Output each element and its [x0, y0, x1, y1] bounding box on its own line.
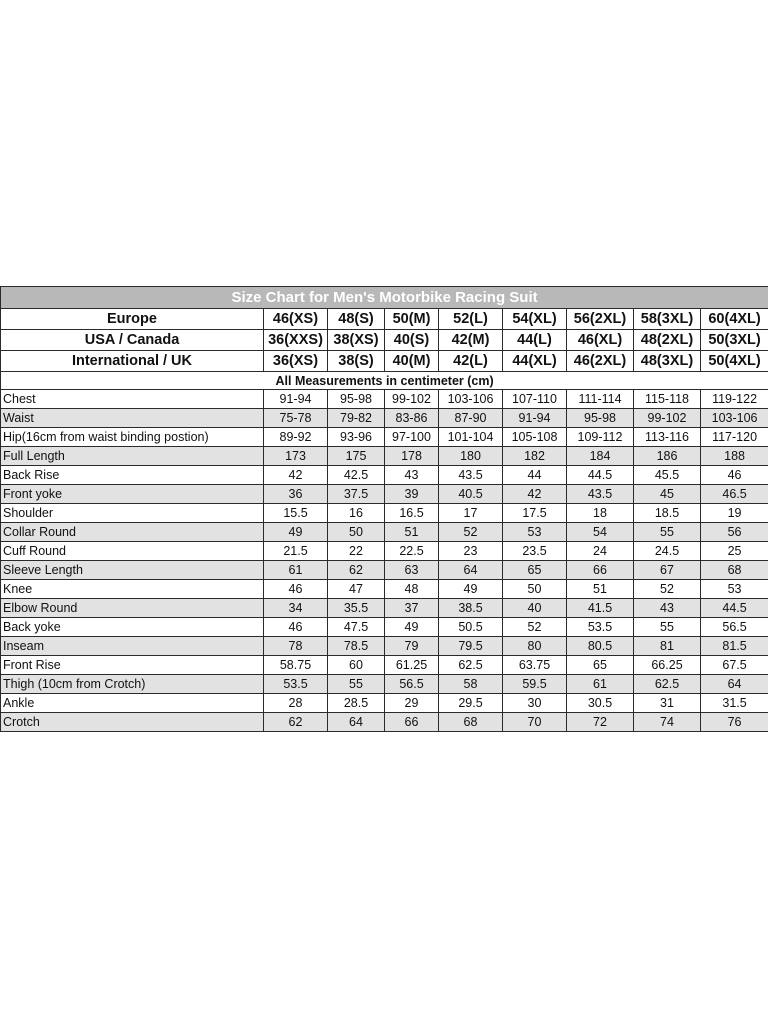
measurement-label: Chest — [1, 390, 264, 409]
measurement-label: Shoulder — [1, 504, 264, 523]
measurement-cell: 97-100 — [385, 428, 439, 447]
size-cell: 40(M) — [385, 351, 439, 372]
measurement-cell: 31 — [634, 694, 701, 713]
measurement-row — [1, 713, 768, 732]
measurement-cell: 64 — [439, 561, 503, 580]
measurement-cell: 49 — [439, 580, 503, 599]
measurement-label: Cuff Round — [1, 542, 264, 561]
measurement-cell: 30.5 — [567, 694, 634, 713]
measurement-cell: 78 — [264, 637, 328, 656]
size-cell: 48(3XL) — [634, 351, 701, 372]
measurement-cell: 58.75 — [264, 656, 328, 675]
measurement-label: Front Rise — [1, 656, 264, 675]
measurement-cell: 29 — [385, 694, 439, 713]
measurement-cell: 55 — [634, 523, 701, 542]
measurement-cell: 37.5 — [328, 485, 385, 504]
measurement-cell: 40.5 — [439, 485, 503, 504]
measurement-cell: 103-106 — [701, 409, 768, 428]
measurement-cell: 17 — [439, 504, 503, 523]
measurement-label: Full Length — [1, 447, 264, 466]
measurement-cell: 76 — [701, 713, 768, 732]
measurement-cell: 35.5 — [328, 599, 385, 618]
measurement-cell: 48 — [385, 580, 439, 599]
size-cell: 42(M) — [439, 330, 503, 351]
measurement-cell: 95-98 — [567, 409, 634, 428]
size-cell: 46(2XL) — [567, 351, 634, 372]
measurement-cell: 28 — [264, 694, 328, 713]
measurement-note: All Measurements in centimeter (cm) — [1, 372, 768, 390]
size-cell: 50(3XL) — [701, 330, 768, 351]
measurement-cell: 79-82 — [328, 409, 385, 428]
measurement-cell: 46 — [264, 580, 328, 599]
measurement-row — [1, 485, 768, 504]
measurement-cell: 62.5 — [439, 656, 503, 675]
measurement-cell: 18 — [567, 504, 634, 523]
measurement-cell: 43 — [385, 466, 439, 485]
measurement-cell: 80.5 — [567, 637, 634, 656]
measurement-cell: 83-86 — [385, 409, 439, 428]
measurement-cell: 56 — [701, 523, 768, 542]
measurement-row — [1, 542, 768, 561]
measurement-cell: 91-94 — [503, 409, 567, 428]
measurement-cell: 91-94 — [264, 390, 328, 409]
measurement-cell: 87-90 — [439, 409, 503, 428]
measurement-cell: 52 — [439, 523, 503, 542]
measurement-cell: 95-98 — [328, 390, 385, 409]
measurement-row — [1, 504, 768, 523]
size-cell: 52(L) — [439, 309, 503, 330]
chart-title: Size Chart for Men's Motorbike Racing Suit — [1, 287, 768, 309]
measurement-cell: 75-78 — [264, 409, 328, 428]
measurement-cell: 54 — [567, 523, 634, 542]
measurement-cell: 44.5 — [701, 599, 768, 618]
size-cell: 46(XS) — [264, 309, 328, 330]
measurement-cell: 188 — [701, 447, 768, 466]
title-row — [1, 287, 768, 309]
measurement-cell: 60 — [328, 656, 385, 675]
size-row — [1, 309, 768, 330]
measurement-cell: 105-108 — [503, 428, 567, 447]
measurement-cell: 40 — [503, 599, 567, 618]
measurement-cell: 66.25 — [634, 656, 701, 675]
measurement-cell: 59.5 — [503, 675, 567, 694]
size-chart-body — [1, 287, 768, 732]
measurement-row — [1, 428, 768, 447]
size-chart-table — [0, 286, 768, 732]
measurement-row — [1, 561, 768, 580]
measurement-row — [1, 599, 768, 618]
measurement-label: Thigh (10cm from Crotch) — [1, 675, 264, 694]
measurement-cell: 43.5 — [439, 466, 503, 485]
measurement-cell: 25 — [701, 542, 768, 561]
measurement-cell: 42 — [503, 485, 567, 504]
measurement-cell: 184 — [567, 447, 634, 466]
measurement-cell: 72 — [567, 713, 634, 732]
size-cell: 38(S) — [328, 351, 385, 372]
measurement-cell: 115-118 — [634, 390, 701, 409]
measurement-row — [1, 656, 768, 675]
measurement-cell: 113-116 — [634, 428, 701, 447]
measurement-cell: 43 — [634, 599, 701, 618]
measurement-cell: 119-122 — [701, 390, 768, 409]
measurement-cell: 186 — [634, 447, 701, 466]
size-row — [1, 351, 768, 372]
size-cell: 50(4XL) — [701, 351, 768, 372]
measurement-cell: 79 — [385, 637, 439, 656]
measurement-cell: 36 — [264, 485, 328, 504]
measurement-cell: 45.5 — [634, 466, 701, 485]
measurement-cell: 101-104 — [439, 428, 503, 447]
measurement-cell: 21.5 — [264, 542, 328, 561]
measurement-cell: 99-102 — [385, 390, 439, 409]
measurement-row — [1, 390, 768, 409]
measurement-cell: 66 — [567, 561, 634, 580]
measurement-cell: 180 — [439, 447, 503, 466]
measurement-cell: 53 — [503, 523, 567, 542]
measurement-cell: 50.5 — [439, 618, 503, 637]
size-cell: 44(XL) — [503, 351, 567, 372]
measurement-cell: 38.5 — [439, 599, 503, 618]
measurement-cell: 99-102 — [634, 409, 701, 428]
measurement-cell: 173 — [264, 447, 328, 466]
measurement-cell: 117-120 — [701, 428, 768, 447]
measurement-cell: 81 — [634, 637, 701, 656]
measurement-cell: 23.5 — [503, 542, 567, 561]
measurement-cell: 29.5 — [439, 694, 503, 713]
measurement-cell: 64 — [328, 713, 385, 732]
measurement-label: Front yoke — [1, 485, 264, 504]
measurement-cell: 53.5 — [567, 618, 634, 637]
measurement-cell: 46.5 — [701, 485, 768, 504]
measurement-cell: 109-112 — [567, 428, 634, 447]
measurement-cell: 41.5 — [567, 599, 634, 618]
size-cell: 48(S) — [328, 309, 385, 330]
measurement-cell: 62 — [264, 713, 328, 732]
measurement-label: Inseam — [1, 637, 264, 656]
measurement-cell: 61 — [567, 675, 634, 694]
measurement-cell: 80 — [503, 637, 567, 656]
measurement-cell: 51 — [567, 580, 634, 599]
measurement-cell: 46 — [701, 466, 768, 485]
measurement-label: Ankle — [1, 694, 264, 713]
measurement-cell: 53.5 — [264, 675, 328, 694]
measurement-cell: 63 — [385, 561, 439, 580]
measurement-cell: 93-96 — [328, 428, 385, 447]
size-cell: 36(XS) — [264, 351, 328, 372]
size-cell: 44(L) — [503, 330, 567, 351]
measurement-label: Crotch — [1, 713, 264, 732]
measurement-cell: 53 — [701, 580, 768, 599]
measurement-cell: 42.5 — [328, 466, 385, 485]
measurement-cell: 89-92 — [264, 428, 328, 447]
measurement-cell: 58 — [439, 675, 503, 694]
measurement-cell: 55 — [328, 675, 385, 694]
measurement-label: Elbow Round — [1, 599, 264, 618]
size-cell: 42(L) — [439, 351, 503, 372]
measurement-cell: 103-106 — [439, 390, 503, 409]
measurement-cell: 67 — [634, 561, 701, 580]
measurement-cell: 62.5 — [634, 675, 701, 694]
measurement-row — [1, 466, 768, 485]
measurement-cell: 68 — [439, 713, 503, 732]
measurement-row — [1, 618, 768, 637]
measurement-cell: 39 — [385, 485, 439, 504]
measurement-cell: 79.5 — [439, 637, 503, 656]
measurement-cell: 107-110 — [503, 390, 567, 409]
measurement-cell: 45 — [634, 485, 701, 504]
measurement-cell: 65 — [567, 656, 634, 675]
size-cell: 50(M) — [385, 309, 439, 330]
size-cell: 46(XL) — [567, 330, 634, 351]
measurement-cell: 49 — [264, 523, 328, 542]
measurement-cell: 28.5 — [328, 694, 385, 713]
measurement-cell: 44.5 — [567, 466, 634, 485]
measurement-label: Knee — [1, 580, 264, 599]
measurement-cell: 47 — [328, 580, 385, 599]
measurement-row — [1, 694, 768, 713]
measurement-cell: 19 — [701, 504, 768, 523]
size-cell: 56(2XL) — [567, 309, 634, 330]
measurement-cell: 18.5 — [634, 504, 701, 523]
measurement-cell: 175 — [328, 447, 385, 466]
measurement-row — [1, 580, 768, 599]
measurement-cell: 30 — [503, 694, 567, 713]
measurement-cell: 49 — [385, 618, 439, 637]
size-cell: 36(XXS) — [264, 330, 328, 351]
size-cell: 38(XS) — [328, 330, 385, 351]
measurement-cell: 47.5 — [328, 618, 385, 637]
measurement-cell: 51 — [385, 523, 439, 542]
measurement-cell: 74 — [634, 713, 701, 732]
measurement-cell: 70 — [503, 713, 567, 732]
measurement-label: Sleeve Length — [1, 561, 264, 580]
measurement-cell: 63.75 — [503, 656, 567, 675]
measurement-cell: 81.5 — [701, 637, 768, 656]
measurement-cell: 111-114 — [567, 390, 634, 409]
measurement-row — [1, 447, 768, 466]
measurement-cell: 43.5 — [567, 485, 634, 504]
measurement-cell: 24.5 — [634, 542, 701, 561]
measurement-cell: 182 — [503, 447, 567, 466]
measurement-cell: 16.5 — [385, 504, 439, 523]
measurement-cell: 31.5 — [701, 694, 768, 713]
measurement-label: Waist — [1, 409, 264, 428]
size-cell: 40(S) — [385, 330, 439, 351]
measurement-cell: 178 — [385, 447, 439, 466]
measurement-cell: 64 — [701, 675, 768, 694]
size-cell: 54(XL) — [503, 309, 567, 330]
measurement-cell: 65 — [503, 561, 567, 580]
measurement-cell: 78.5 — [328, 637, 385, 656]
measurement-cell: 66 — [385, 713, 439, 732]
measurement-cell: 22.5 — [385, 542, 439, 561]
note-row — [1, 372, 768, 390]
measurement-row — [1, 675, 768, 694]
size-row-label: Europe — [1, 309, 264, 330]
measurement-cell: 23 — [439, 542, 503, 561]
measurement-cell: 56.5 — [701, 618, 768, 637]
size-row — [1, 330, 768, 351]
measurement-row — [1, 409, 768, 428]
measurement-cell: 55 — [634, 618, 701, 637]
measurement-cell: 34 — [264, 599, 328, 618]
measurement-row — [1, 523, 768, 542]
measurement-cell: 22 — [328, 542, 385, 561]
measurement-cell: 42 — [264, 466, 328, 485]
measurement-row — [1, 637, 768, 656]
measurement-cell: 37 — [385, 599, 439, 618]
measurement-cell: 62 — [328, 561, 385, 580]
measurement-cell: 46 — [264, 618, 328, 637]
measurement-label: Back yoke — [1, 618, 264, 637]
measurement-label: Back Rise — [1, 466, 264, 485]
size-cell: 48(2XL) — [634, 330, 701, 351]
size-row-label: USA / Canada — [1, 330, 264, 351]
size-cell: 60(4XL) — [701, 309, 768, 330]
measurement-cell: 52 — [503, 618, 567, 637]
measurement-cell: 50 — [503, 580, 567, 599]
measurement-cell: 67.5 — [701, 656, 768, 675]
measurement-cell: 68 — [701, 561, 768, 580]
size-row-label: International / UK — [1, 351, 264, 372]
measurement-cell: 61 — [264, 561, 328, 580]
measurement-cell: 50 — [328, 523, 385, 542]
measurement-cell: 16 — [328, 504, 385, 523]
measurement-cell: 52 — [634, 580, 701, 599]
measurement-cell: 15.5 — [264, 504, 328, 523]
measurement-label: Collar Round — [1, 523, 264, 542]
measurement-label: Hip(16cm from waist binding postion) — [1, 428, 264, 447]
measurement-cell: 24 — [567, 542, 634, 561]
measurement-cell: 44 — [503, 466, 567, 485]
measurement-cell: 17.5 — [503, 504, 567, 523]
measurement-cell: 61.25 — [385, 656, 439, 675]
measurement-cell: 56.5 — [385, 675, 439, 694]
size-cell: 58(3XL) — [634, 309, 701, 330]
